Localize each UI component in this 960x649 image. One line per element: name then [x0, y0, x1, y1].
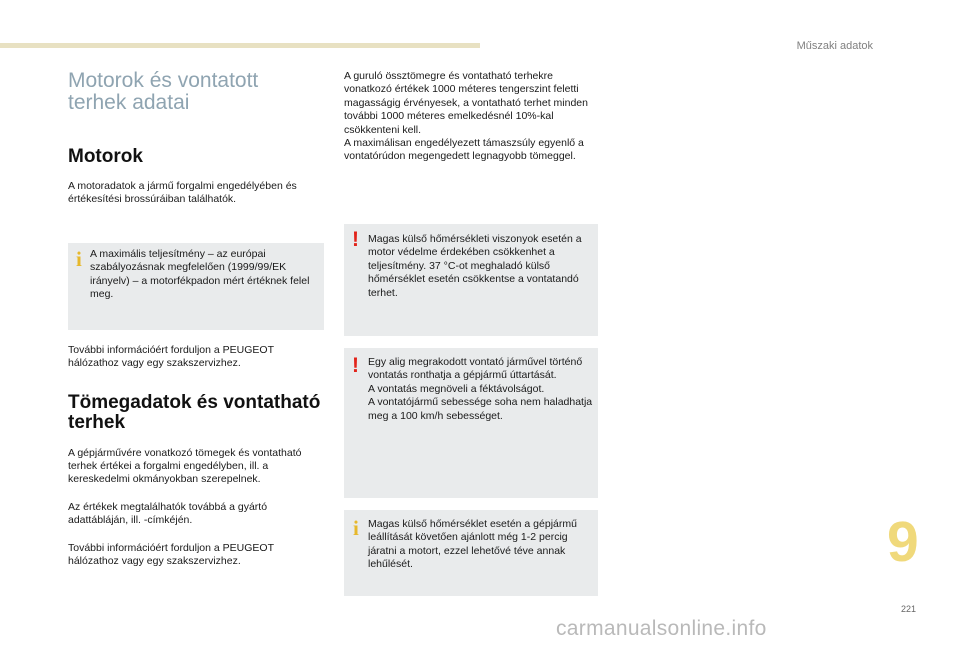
page-title [68, 70, 324, 114]
chapter-number: 9 [887, 510, 919, 574]
warning-icon: ! [352, 354, 359, 377]
warning-box-towing [344, 348, 598, 498]
page-number: 221 [900, 604, 916, 614]
warning-box-temperature [344, 224, 598, 336]
info-icon: i [353, 516, 359, 540]
left-column [68, 70, 324, 568]
motors-paragraph: A motoradatok a jármű forgalmi engedélyében és értékesítési brossúráiban találhatók. [68, 180, 297, 206]
header-accent-bar [0, 43, 480, 48]
plate-paragraph: Az értékek megtalálhatók továbbá a gyártó adattábláján, ill. -címkéjén. [68, 500, 268, 527]
page-title-line-2: terhek adatai [68, 91, 190, 114]
watermark: carmanualsonline.info [556, 617, 767, 640]
more-info-paragraph-2: További információért forduljon a PEUGEOT hálózathoz vagy egy szakszervizhez. [68, 541, 274, 568]
right-column [344, 70, 598, 164]
info-box-text-2: Magas külső hőmérséklet esetén a gépjármű leállítását követően ajánlott még 1-2 percig járatni a motort, ezzel lehetővé téve annak lehűlését. [368, 518, 577, 571]
heading-weights [68, 393, 324, 433]
info-icon: i [76, 246, 82, 271]
intro-paragraph: A guruló össztömegre és vontatható terhekre vonatkozó értékek 1000 méteres tengerszint feletti magasságig érvényesek, a vontatható terhet minden további 1000 méteres emelkedésnél 10%-kal csökkenteni kell. A maximálisan engedélyezett támaszsúly egyenlő a vontatórúdon megengedett legnagyobb tömeggel. [344, 70, 588, 163]
info-box-text: A maximális teljesítmény – az európai szabályozásnak megfelelően (1999/99/EK irányelv) – a motorfékpadon mért értéknek felel meg. [90, 247, 310, 301]
page-title-line-1: Motorok és vontatott [68, 69, 259, 92]
warning-box-text-2: Egy alig megrakodott vontató járművel történő vontatás ronthatja a gépjármű úttartását. A vontatás megnöveli a féktávolságot. A vontatójármű sebessége soha nem haladhatja meg a 100 km/h sebességet. [368, 356, 593, 422]
more-info-paragraph-1: További információért forduljon a PEUGEOT hálózathoz vagy egy szakszervizhez. [68, 343, 274, 370]
info-box-cooling [344, 510, 598, 596]
warning-box-text-1: Magas külső hőmérsékleti viszonyok esetén a motor védelme érdekében csökkenhet a teljesítmény. 37 °C-ot meghaladó külső hőmérséklet esetén csökkentse a vontatandó terhet. [368, 233, 582, 299]
heading-weights-line-1: Tömegadatok és vontatható [68, 391, 321, 413]
section-title: Műszaki adatok [796, 40, 873, 52]
info-box-max-power [68, 243, 324, 330]
heading-motors: Motorok [68, 146, 143, 167]
weights-paragraph: A gépjárművére vonatkozó tömegek és vontatható terhek értékei a forgalmi engedélyben, ill. a kereskedelmi okmányokban szerepelnek. [68, 446, 302, 486]
heading-weights-line-2: terhek [68, 411, 126, 433]
warning-icon: ! [352, 228, 359, 251]
